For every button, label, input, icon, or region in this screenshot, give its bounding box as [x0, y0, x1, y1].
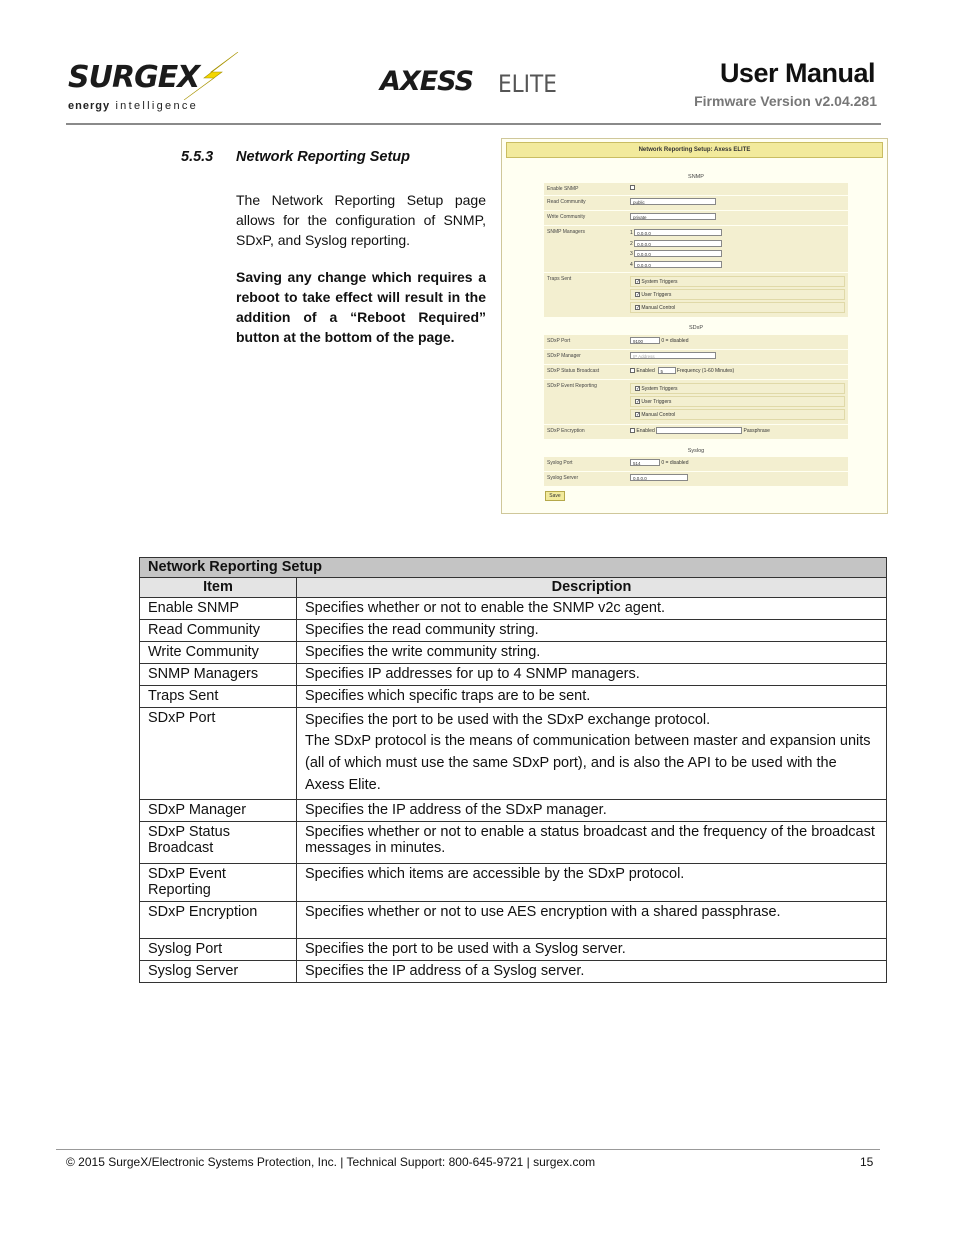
settings-table [139, 557, 887, 983]
frequency-input[interactable]: 5 [658, 367, 676, 374]
row-item: Enable SNMP [140, 598, 297, 620]
section-number: 5.5.3 [181, 149, 214, 165]
status-broadcast-checkbox[interactable] [630, 368, 635, 373]
sdxp-port-row: SDxP Port 9100 0 = disabled [544, 334, 848, 349]
column-header-description: Description [297, 578, 887, 598]
row-item: SDxP Port [140, 708, 297, 800]
row-description: Specifies whether or not to enable a status broadcast and the frequency of the broadcast messages in minutes. [297, 822, 887, 864]
encryption-checkbox[interactable] [630, 428, 635, 433]
save-button[interactable]: Save [545, 491, 565, 501]
footer-divider [56, 1149, 880, 1150]
sdxp-status-row: SDxP Status Broadcast Enabled 5 Frequency (1-60 Minutes) [544, 364, 848, 379]
syslog-server-input[interactable]: 0.0.0.0 [630, 474, 688, 481]
row-item: Write Community [140, 642, 297, 664]
row-item: SDxP Encryption [140, 902, 297, 939]
snmp-managers-row: SNMP Managers 1 0.0.0.0 2 0.0.0.0 3 0.0.0.0 4 0.0.0.0 [544, 225, 848, 272]
table-row [140, 939, 887, 961]
snmp-manager-1-input[interactable]: 0.0.0.0 [634, 229, 722, 236]
row-description: Specifies the port to be used with the SDxP exchange protocol. The SDxP protocol is the means of communication between master and expansion units (all of which must use the same SDxP port), and is also the API to be used with the Axess Elite. [297, 708, 887, 800]
elite-logo-text: ELITE [498, 70, 557, 98]
table-row [140, 708, 887, 800]
sdxp-event-row: SDxP Event Reporting ✓ System Triggers ✓ User Triggers ✓ Manual Control [544, 379, 848, 424]
row-item: Traps Sent [140, 686, 297, 708]
header-divider [66, 123, 881, 125]
firmware-version: Firmware Version v2.04.281 [694, 93, 877, 109]
sdxp-heading: SDxP [688, 325, 704, 331]
screenshot-title: Network Reporting Setup: Axess ELITE [506, 142, 883, 158]
syslog-port-row: Syslog Port 514 0 = disabled [544, 456, 848, 471]
write-community-input[interactable]: private [630, 213, 716, 220]
table-row [140, 686, 887, 708]
table-row [140, 664, 887, 686]
row-item: Read Community [140, 620, 297, 642]
surgex-tagline: energy intelligence [68, 100, 199, 112]
table-row [140, 598, 887, 620]
lightning-bolt-icon [178, 52, 240, 100]
write-community-row: Write Community private [544, 210, 848, 225]
reboot-note-paragraph: Saving any change which requires a reboot to take effect will result in the addition of a “Reboot Required” button at the bottom of the page. [236, 269, 486, 345]
table-caption: Network Reporting Setup [140, 558, 887, 578]
table-row [140, 961, 887, 983]
row-item: SDxP Event Reporting [140, 864, 297, 902]
snmp-manager-3-input[interactable]: 0.0.0.0 [634, 250, 722, 257]
column-header-item: Item [140, 578, 297, 598]
traps-sent-row: Traps Sent ✓ System Triggers ✓ User Triggers ✓ Manual Control [544, 272, 848, 317]
surgex-logo [66, 58, 241, 120]
sdxp-manager-row: SDxP Manager IP Address [544, 349, 848, 364]
row-description: Specifies the IP address of a Syslog server. [297, 961, 887, 983]
syslog-server-row: Syslog Server 0.0.0.0 [544, 471, 848, 486]
row-item: Syslog Server [140, 961, 297, 983]
row-description: Specifies the port to be used with a Syslog server. [297, 939, 887, 961]
row-description: Specifies the IP address of the SDxP manager. [297, 800, 887, 822]
table-row [140, 800, 887, 822]
row-description: Specifies the write community string. [297, 642, 887, 664]
row-item: SDxP Status Broadcast [140, 822, 297, 864]
sdxp-port-input[interactable]: 9100 [630, 337, 660, 344]
axess-logo-text: AXESS [380, 66, 474, 97]
snmp-manager-2-input[interactable]: 0.0.0.0 [634, 240, 722, 247]
snmp-heading: SNMP [688, 174, 704, 180]
row-description: Specifies which specific traps are to be sent. [297, 686, 887, 708]
row-description: Specifies IP addresses for up to 4 SNMP managers. [297, 664, 887, 686]
enable-snmp-checkbox[interactable] [630, 185, 635, 190]
read-community-input[interactable]: public [630, 198, 716, 205]
row-description: Specifies whether or not to enable the SNMP v2c agent. [297, 598, 887, 620]
syslog-port-input[interactable]: 514 [630, 459, 660, 466]
intro-paragraph: The Network Reporting Setup page allows for the configuration of SNMP, SDxP, and Syslog reporting. [236, 192, 486, 248]
network-reporting-screenshot [501, 138, 888, 514]
table-row [140, 822, 887, 864]
row-description: Specifies the read community string. [297, 620, 887, 642]
snmp-manager-4-input[interactable]: 0.0.0.0 [634, 261, 722, 268]
table-row [140, 864, 887, 902]
row-item: SNMP Managers [140, 664, 297, 686]
page-number: 15 [860, 1155, 874, 1169]
table-row [140, 642, 887, 664]
row-description: Specifies which items are accessible by the SDxP protocol. [297, 864, 887, 902]
passphrase-input[interactable] [656, 427, 742, 434]
enable-snmp-row: Enable SNMP [544, 182, 848, 195]
row-item: SDxP Manager [140, 800, 297, 822]
table-row [140, 902, 887, 939]
row-item: Syslog Port [140, 939, 297, 961]
section-title: Network Reporting Setup [236, 149, 411, 165]
sdxp-manager-input[interactable]: IP Address [630, 352, 716, 359]
footer-text: © 2015 SurgeX/Electronic Systems Protection, Inc. | Technical Support: 800-645-9721 | surgex.com [66, 1155, 596, 1169]
read-community-row: Read Community public [544, 195, 848, 210]
syslog-heading: Syslog [687, 448, 705, 454]
table-row [140, 620, 887, 642]
axess-elite-logo [380, 66, 560, 106]
document-title: User Manual [719, 58, 875, 88]
row-description: Specifies whether or not to use AES encryption with a shared passphrase. [297, 902, 887, 939]
surgex-logo-text: SURGEX [68, 60, 200, 95]
sdxp-encryption-row: SDxP Encryption Enabled Passphrase [544, 424, 848, 439]
